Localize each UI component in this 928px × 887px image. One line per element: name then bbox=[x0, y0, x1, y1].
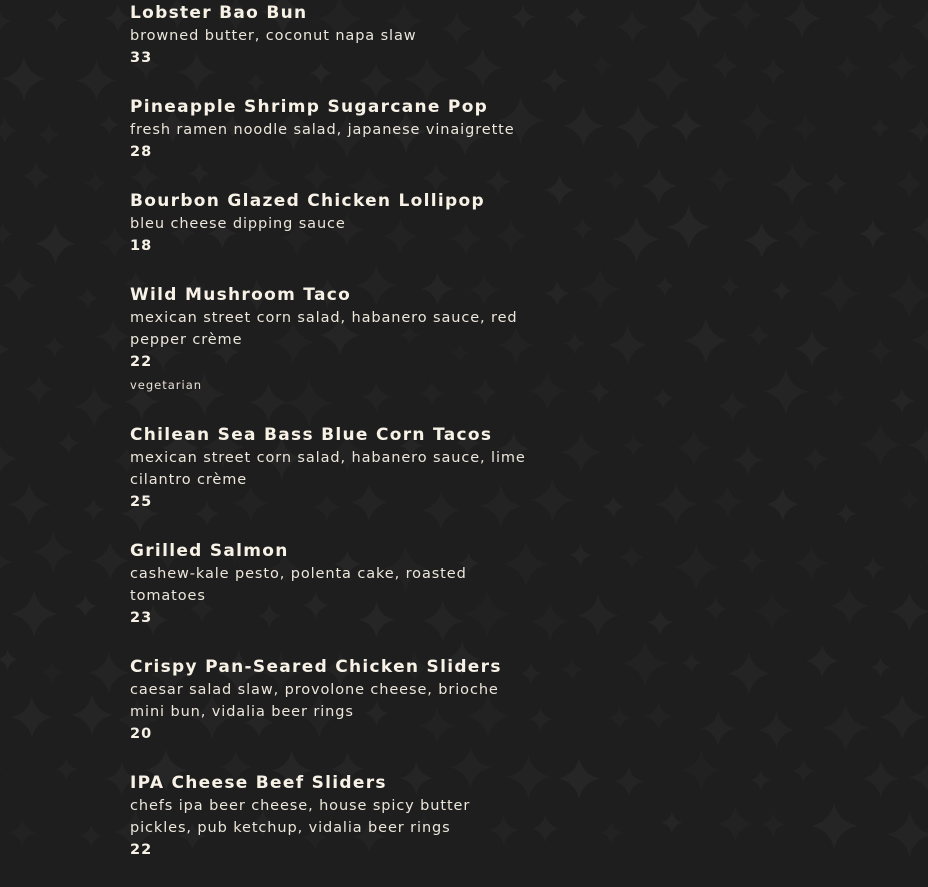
sparkle-icon bbox=[0, 331, 11, 367]
sparkle-icon bbox=[104, 4, 132, 32]
sparkle-icon bbox=[867, 338, 893, 364]
menu-item-price: 18 bbox=[130, 238, 153, 254]
sparkle-icon bbox=[792, 759, 815, 782]
sparkle-icon bbox=[830, 587, 869, 626]
sparkle-icon bbox=[646, 58, 690, 102]
sparkle-icon bbox=[655, 276, 675, 296]
menu-item-description: mexican street corn salad, habanero sauce, red pepper crème bbox=[130, 310, 518, 348]
sparkle-icon bbox=[681, 653, 701, 673]
sparkle-icon bbox=[894, 169, 923, 198]
sparkle-icon bbox=[531, 479, 575, 523]
sparkle-icon bbox=[760, 58, 786, 84]
sparkle-icon bbox=[616, 10, 649, 43]
menu-item-description: browned butter, coconut napa slaw bbox=[130, 28, 417, 44]
sparkle-icon bbox=[96, 319, 131, 354]
sparkle-icon bbox=[619, 545, 644, 570]
menu-item bbox=[130, 283, 530, 397]
sparkle-icon bbox=[673, 544, 720, 591]
sparkle-icon bbox=[561, 658, 584, 681]
menu-item-name: Pineapple Shrimp Sugarcane Pop bbox=[130, 97, 489, 117]
sparkle-icon bbox=[577, 595, 619, 637]
sparkle-icon bbox=[911, 210, 928, 249]
sparkle-icon bbox=[733, 445, 763, 475]
sparkle-icon bbox=[88, 652, 129, 693]
menu-item-description: cashew-kale pesto, polenta cake, roasted tomatoes bbox=[130, 566, 467, 604]
sparkle-icon bbox=[588, 381, 611, 404]
sparkle-icon bbox=[783, 214, 820, 251]
sparkle-icon bbox=[91, 541, 130, 580]
sparkle-icon bbox=[811, 803, 857, 849]
sparkle-icon bbox=[717, 391, 748, 422]
sparkle-icon bbox=[544, 281, 570, 307]
sparkle-icon bbox=[684, 318, 729, 363]
menu-item bbox=[130, 95, 530, 163]
sparkle-icon bbox=[46, 9, 68, 31]
sparkle-icon bbox=[647, 609, 674, 636]
sparkle-icon bbox=[541, 67, 567, 93]
sparkle-icon bbox=[41, 661, 64, 684]
sparkle-icon bbox=[563, 106, 604, 147]
menu-item bbox=[130, 771, 530, 861]
sparkle-icon bbox=[791, 114, 820, 143]
menu-item-price: 28 bbox=[130, 144, 153, 160]
sparkle-icon bbox=[21, 161, 51, 191]
sparkle-icon bbox=[652, 387, 674, 409]
sparkle-icon bbox=[766, 488, 799, 521]
sparkle-icon bbox=[0, 756, 3, 781]
sparkle-icon bbox=[2, 57, 46, 101]
sparkle-icon bbox=[602, 495, 625, 518]
sparkle-icon bbox=[0, 545, 13, 580]
sparkle-icon bbox=[703, 597, 727, 621]
sparkle-icon bbox=[908, 118, 928, 145]
sparkle-icon bbox=[622, 434, 645, 457]
menu-item-name: Lobster Bao Bun bbox=[130, 3, 308, 23]
sparkle-icon bbox=[728, 652, 771, 695]
sparkle-icon bbox=[744, 223, 780, 259]
menu-item-description: mexican street corn salad, habanero sauce, lime cilantro crème bbox=[130, 450, 526, 488]
sparkle-icon bbox=[783, 0, 822, 38]
sparkle-icon bbox=[55, 758, 78, 781]
menu-item-description: caesar salad slaw, provolone cheese, brioche mini bun, vidalia beer rings bbox=[130, 682, 499, 720]
sparkle-icon bbox=[99, 114, 120, 135]
sparkle-icon bbox=[864, 1, 896, 33]
sparkle-icon bbox=[544, 175, 575, 206]
sparkle-icon bbox=[82, 498, 105, 521]
sparkle-icon bbox=[622, 640, 668, 686]
menu-item-price: 22 bbox=[130, 842, 153, 858]
sparkle-icon bbox=[910, 10, 928, 43]
menu-item-price: 20 bbox=[130, 726, 153, 742]
sparkle-icon bbox=[613, 216, 660, 263]
sparkle-icon bbox=[706, 165, 735, 194]
sparkle-icon bbox=[711, 52, 739, 80]
sparkle-icon bbox=[761, 813, 785, 837]
sparkle-icon bbox=[763, 369, 808, 414]
sparkle-icon bbox=[563, 332, 586, 355]
sparkle-icon bbox=[730, 0, 763, 31]
menu-item-description: fresh ramen noodle salad, japanese vinaigrette bbox=[130, 122, 515, 138]
sparkle-icon bbox=[747, 323, 771, 347]
menu-item bbox=[130, 655, 530, 745]
sparkle-icon bbox=[76, 60, 117, 101]
sparkle-icon bbox=[608, 325, 648, 365]
sparkle-icon bbox=[739, 547, 766, 574]
sparkle-icon bbox=[879, 693, 927, 741]
sparkle-icon bbox=[717, 806, 753, 842]
menu-item-price: 23 bbox=[130, 610, 153, 626]
sparkle-icon bbox=[655, 483, 698, 526]
sparkle-icon bbox=[889, 388, 914, 413]
sparkle-icon bbox=[616, 105, 661, 150]
sparkle-icon bbox=[822, 704, 869, 751]
sparkle-icon bbox=[701, 711, 736, 746]
sparkle-icon bbox=[38, 124, 60, 146]
sparkle-icon bbox=[11, 590, 58, 637]
sparkle-icon bbox=[670, 109, 703, 142]
sparkle-icon bbox=[661, 812, 683, 834]
sparkle-icon bbox=[43, 335, 66, 358]
sparkle-icon bbox=[771, 163, 813, 205]
sparkle-icon bbox=[604, 169, 626, 191]
sparkle-icon bbox=[720, 276, 741, 297]
sparkle-icon bbox=[824, 172, 848, 196]
sparkle-icon bbox=[889, 592, 928, 632]
sparkle-icon bbox=[758, 712, 795, 749]
sparkle-icon bbox=[24, 375, 53, 404]
menu-item bbox=[130, 539, 530, 629]
sparkle-icon bbox=[911, 319, 928, 361]
sparkle-icon bbox=[580, 269, 621, 310]
sparkle-icon bbox=[32, 531, 73, 572]
sparkle-icon bbox=[528, 371, 567, 410]
sparkle-icon bbox=[84, 172, 106, 194]
sparkle-icon bbox=[608, 707, 631, 730]
sparkle-icon bbox=[908, 754, 928, 800]
sparkle-icon bbox=[819, 273, 860, 314]
sparkle-icon bbox=[569, 544, 592, 567]
menu-item bbox=[130, 423, 530, 513]
sparkle-icon bbox=[887, 812, 928, 858]
sparkle-icon bbox=[35, 223, 76, 264]
sparkle-icon bbox=[711, 485, 743, 517]
sparkle-icon bbox=[71, 694, 113, 736]
sparkle-icon bbox=[750, 770, 771, 791]
sparkle-icon bbox=[862, 557, 885, 580]
sparkle-icon bbox=[528, 707, 552, 731]
menu-item-price: 25 bbox=[130, 494, 153, 510]
sparkle-icon bbox=[600, 821, 623, 844]
menu-item-price: 22 bbox=[130, 354, 153, 370]
sparkle-icon bbox=[908, 427, 928, 463]
menu-item-description: bleu cheese dipping sauce bbox=[130, 216, 346, 232]
sparkle-icon bbox=[9, 819, 36, 846]
sparkle-icon bbox=[0, 439, 18, 479]
sparkle-icon bbox=[738, 102, 777, 141]
sparkle-icon bbox=[57, 432, 80, 455]
menu-list bbox=[130, 0, 530, 887]
sparkle-icon bbox=[678, 0, 719, 39]
sparkle-icon bbox=[566, 6, 588, 28]
sparkle-icon bbox=[772, 281, 792, 301]
sparkle-icon bbox=[835, 55, 860, 80]
sparkle-icon bbox=[681, 750, 721, 790]
sparkle-icon bbox=[753, 591, 792, 630]
sparkle-icon bbox=[76, 287, 99, 310]
sparkle-icon bbox=[794, 546, 828, 580]
menu-item-name: IPA Cheese Beef Sliders bbox=[130, 773, 387, 793]
menu-item bbox=[130, 189, 530, 257]
sparkle-icon bbox=[74, 595, 97, 618]
sparkle-icon bbox=[859, 423, 902, 466]
sparkle-icon bbox=[0, 649, 18, 670]
sparkle-icon bbox=[667, 205, 711, 249]
sparkle-icon bbox=[675, 430, 712, 467]
sparkle-icon bbox=[591, 55, 613, 77]
sparkle-icon bbox=[859, 219, 887, 247]
menu-item bbox=[130, 1, 530, 69]
sparkle-icon bbox=[74, 386, 115, 427]
sparkle-icon bbox=[641, 168, 677, 204]
sparkle-icon bbox=[99, 226, 131, 258]
sparkle-icon bbox=[794, 330, 830, 366]
sparkle-icon bbox=[836, 503, 857, 524]
sparkle-icon bbox=[80, 824, 103, 847]
menu-item-description: chefs ipa beer cheese, house spicy butter pickles, pub ketchup, vidalia beer rings bbox=[130, 798, 471, 836]
sparkle-icon bbox=[825, 387, 847, 409]
sparkle-icon bbox=[870, 657, 891, 678]
sparkle-icon bbox=[531, 602, 569, 640]
sparkle-icon bbox=[571, 218, 593, 240]
menu-item-name: Grilled Salmon bbox=[130, 541, 289, 561]
sparkle-icon bbox=[898, 488, 921, 511]
sparkle-icon bbox=[8, 483, 50, 525]
sparkle-icon bbox=[614, 767, 644, 797]
dietary-tag: vegetarian bbox=[130, 378, 203, 392]
menu-item-name: Chilean Sea Bass Blue Corn Tacos bbox=[130, 425, 493, 445]
sparkle-icon bbox=[886, 272, 928, 318]
menu-item-name: Wild Mushroom Taco bbox=[130, 285, 352, 305]
sparkle-icon bbox=[802, 446, 828, 472]
sparkle-icon bbox=[561, 432, 602, 473]
menu-item-price: 33 bbox=[130, 50, 153, 66]
sparkle-icon bbox=[870, 118, 891, 139]
sparkle-icon bbox=[886, 51, 917, 82]
sparkle-icon bbox=[531, 814, 559, 842]
sparkle-icon bbox=[0, 9, 11, 32]
menu-item-name: Crispy Pan-Seared Chicken Sliders bbox=[130, 657, 502, 677]
sparkle-icon bbox=[805, 644, 839, 678]
sparkle-icon bbox=[0, 117, 19, 145]
sparkle-icon bbox=[2, 269, 36, 303]
sparkle-icon bbox=[0, 223, 14, 245]
menu-item-name: Bourbon Glazed Chicken Lollipop bbox=[130, 191, 485, 211]
sparkle-icon bbox=[11, 696, 53, 738]
sparkle-icon bbox=[862, 760, 899, 797]
sparkle-icon bbox=[644, 702, 673, 731]
sparkle-icon bbox=[558, 758, 600, 800]
